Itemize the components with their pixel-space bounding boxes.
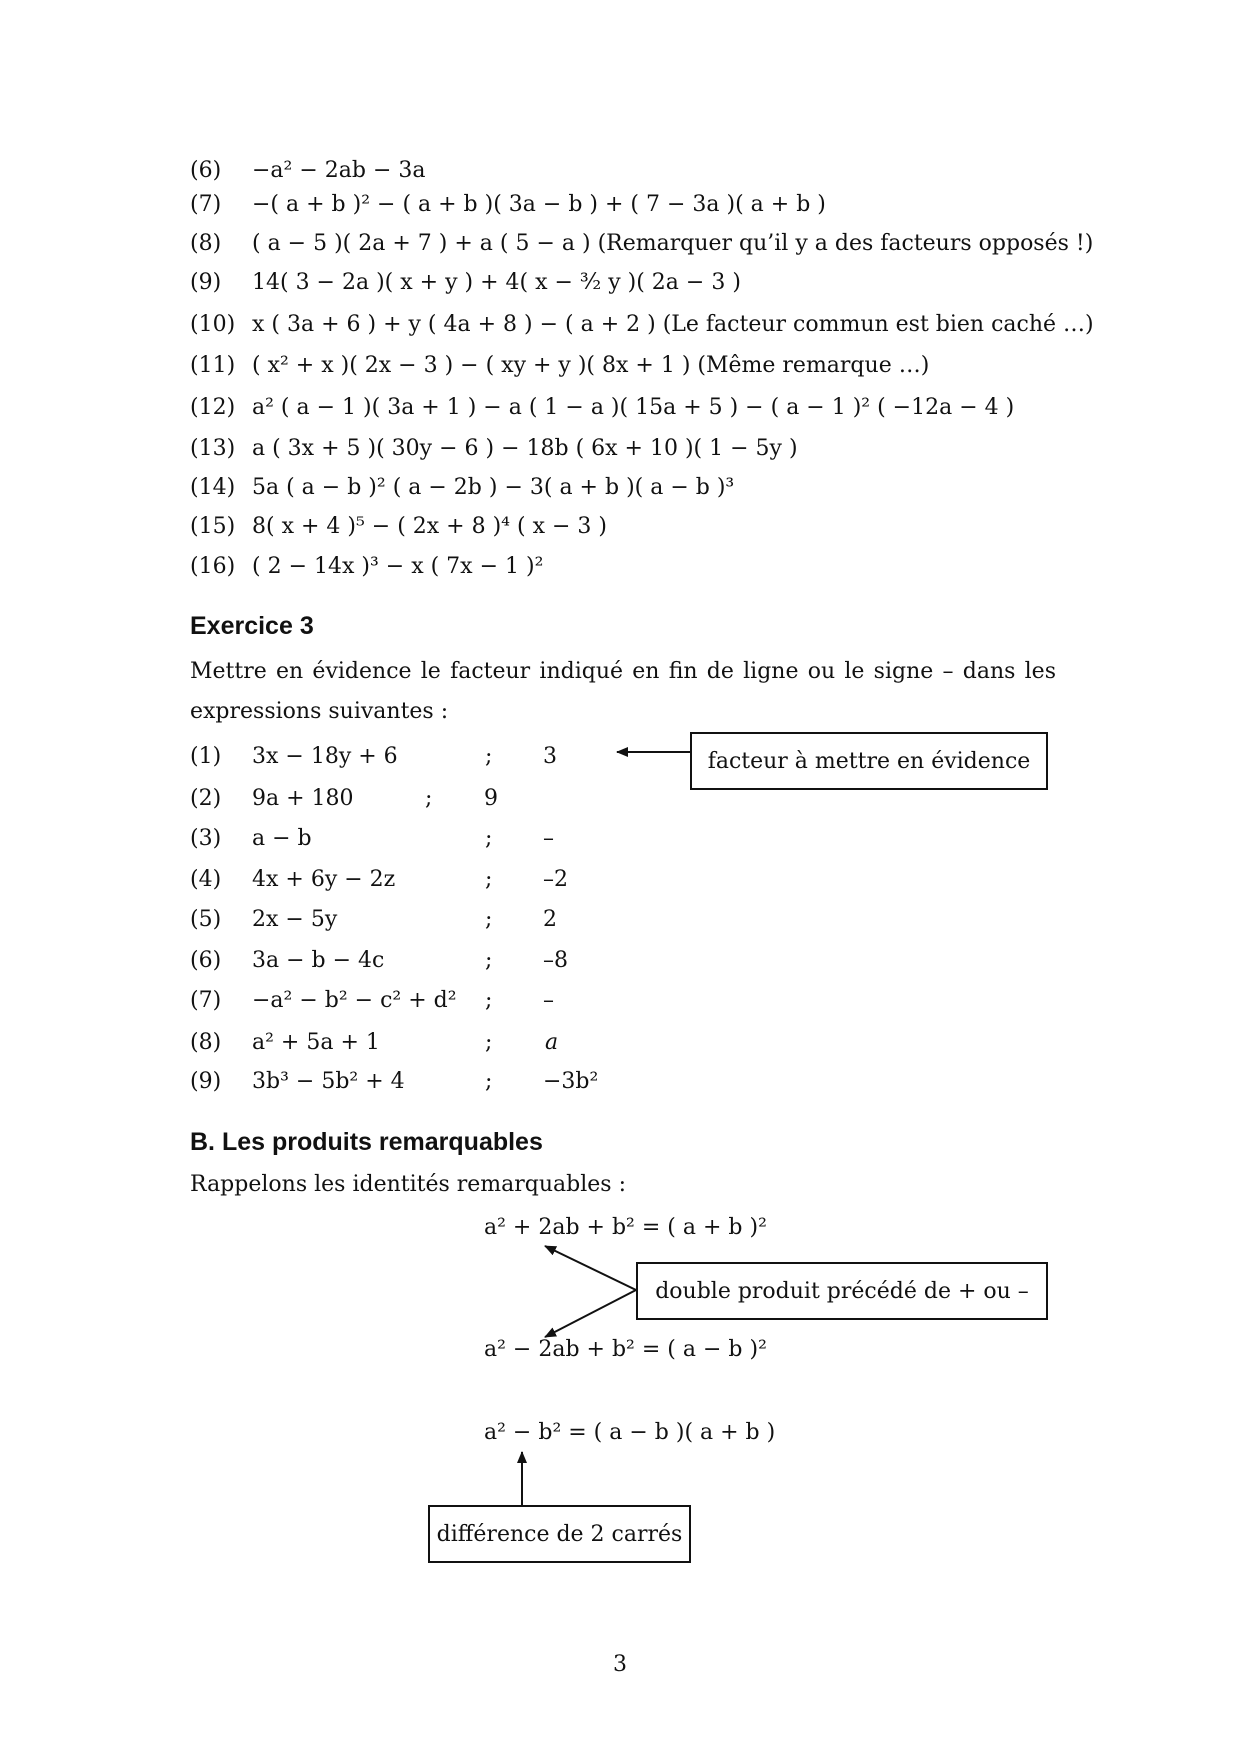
exercise3-intro: Mettre en évidence le facteur indiqué en fin de ligne ou le signe – dans les expressions suivantes : — [190, 659, 1056, 724]
item-expression: ( a − 5 )( 2a + 7 ) + a ( 5 − a ) (Remarquer qu’il y a des facteurs opposés !) — [252, 231, 1094, 256]
item-factor: – — [543, 988, 554, 1013]
item-expression: 9a + 180 — [252, 786, 354, 811]
item-expression: ( 2 − 14x )³ − x ( 7x − 1 )² — [252, 554, 544, 579]
item-separator: ; — [485, 907, 493, 932]
item-expression: a − b — [252, 826, 312, 851]
double-product-arrow-up — [545, 1246, 636, 1290]
item-number: (11) — [190, 353, 236, 378]
item-separator: ; — [485, 1030, 493, 1055]
double-product-arrow-down — [545, 1290, 636, 1337]
item-factor: –8 — [543, 948, 568, 973]
item-number: (10) — [190, 312, 236, 337]
item-separator: ; — [485, 867, 493, 892]
item-separator: ; — [485, 826, 493, 851]
item-expression: −a² − 2ab − 3a — [252, 158, 426, 183]
identity-diff-squares: a² − b² = ( a − b )( a + b ) — [484, 1420, 776, 1445]
double-product-callout: double produit précédé de + ou – — [636, 1262, 1048, 1320]
item-factor: 3 — [543, 744, 557, 769]
item-number: (12) — [190, 395, 236, 420]
item-number: (7) — [190, 192, 222, 217]
item-expression: a ( 3x + 5 )( 30y − 6 ) − 18b ( 6x + 10 )( 1 − 5y ) — [252, 436, 798, 461]
exercise3-title: Exercice 3 — [190, 612, 314, 640]
item-factor: a — [545, 1030, 559, 1055]
item-expression: a² ( a − 1 )( 3a + 1 ) − a ( 1 − a )( 15a + 5 ) − ( a − 1 )² ( −12a − 4 ) — [252, 395, 1015, 420]
factor-callout: facteur à mettre en évidence — [690, 732, 1048, 790]
item-expression: −( a + b )² − ( a + b )( 3a − b ) + ( 7 − 3a )( a + b ) — [252, 192, 826, 217]
item-expression: 8( x + 4 )⁵ − ( 2x + 8 )⁴ ( x − 3 ) — [252, 514, 607, 539]
item-factor: 2 — [543, 907, 557, 932]
item-number: (14) — [190, 475, 236, 500]
item-number: (9) — [190, 270, 222, 295]
item-number: (1) — [190, 744, 222, 769]
item-expression: ( x² + x )( 2x − 3 ) − ( xy + y )( 8x + 1 ) (Même remarque …) — [252, 353, 930, 378]
item-number: (13) — [190, 436, 236, 461]
item-number: (6) — [190, 948, 222, 973]
item-expression: 3a − b − 4c — [252, 948, 385, 973]
identity-square-diff: a² − 2ab + b² = ( a − b )² — [484, 1337, 767, 1362]
item-number: (6) — [190, 158, 222, 183]
item-number: (8) — [190, 1030, 222, 1055]
item-number: (3) — [190, 826, 222, 851]
item-expression: 14( 3 − 2a )( x + y ) + 4( x − ³⁄₂ y )( 2a − 3 ) — [252, 270, 741, 295]
item-factor: – — [543, 826, 554, 851]
item-number: (9) — [190, 1069, 222, 1094]
sectionB-intro: Rappelons les identités remarquables : — [190, 1172, 627, 1197]
item-expression: 3b³ − 5b² + 4 — [252, 1069, 405, 1094]
item-expression: 4x + 6y − 2z — [252, 867, 396, 892]
difference-squares-callout: différence de 2 carrés — [428, 1505, 691, 1563]
item-number: (7) — [190, 988, 222, 1013]
page-number: 3 — [613, 1652, 627, 1677]
item-number: (2) — [190, 786, 222, 811]
item-separator: ; — [425, 786, 433, 811]
item-factor: –2 — [543, 867, 568, 892]
item-expression: 2x − 5y — [252, 907, 338, 932]
item-expression: −a² − b² − c² + d² — [252, 988, 457, 1013]
item-expression: 3x − 18y + 6 — [252, 744, 398, 769]
item-number: (16) — [190, 554, 236, 579]
item-separator: ; — [485, 744, 493, 769]
item-factor: 9 — [484, 786, 498, 811]
item-expression: 5a ( a − b )² ( a − 2b ) − 3( a + b )( a − b )³ — [252, 475, 735, 500]
item-separator: ; — [485, 1069, 493, 1094]
sectionB-title: B. Les produits remarquables — [190, 1128, 543, 1156]
identity-square-sum: a² + 2ab + b² = ( a + b )² — [484, 1215, 767, 1240]
item-number: (15) — [190, 514, 236, 539]
item-number: (5) — [190, 907, 222, 932]
item-number: (8) — [190, 231, 222, 256]
item-separator: ; — [485, 948, 493, 973]
item-factor: −3b² — [543, 1069, 599, 1094]
item-expression: a² + 5a + 1 — [252, 1030, 380, 1055]
item-expression: x ( 3a + 6 ) + y ( 4a + 8 ) − ( a + 2 ) (Le facteur commun est bien caché …) — [252, 312, 1094, 337]
item-separator: ; — [485, 988, 493, 1013]
item-number: (4) — [190, 867, 222, 892]
